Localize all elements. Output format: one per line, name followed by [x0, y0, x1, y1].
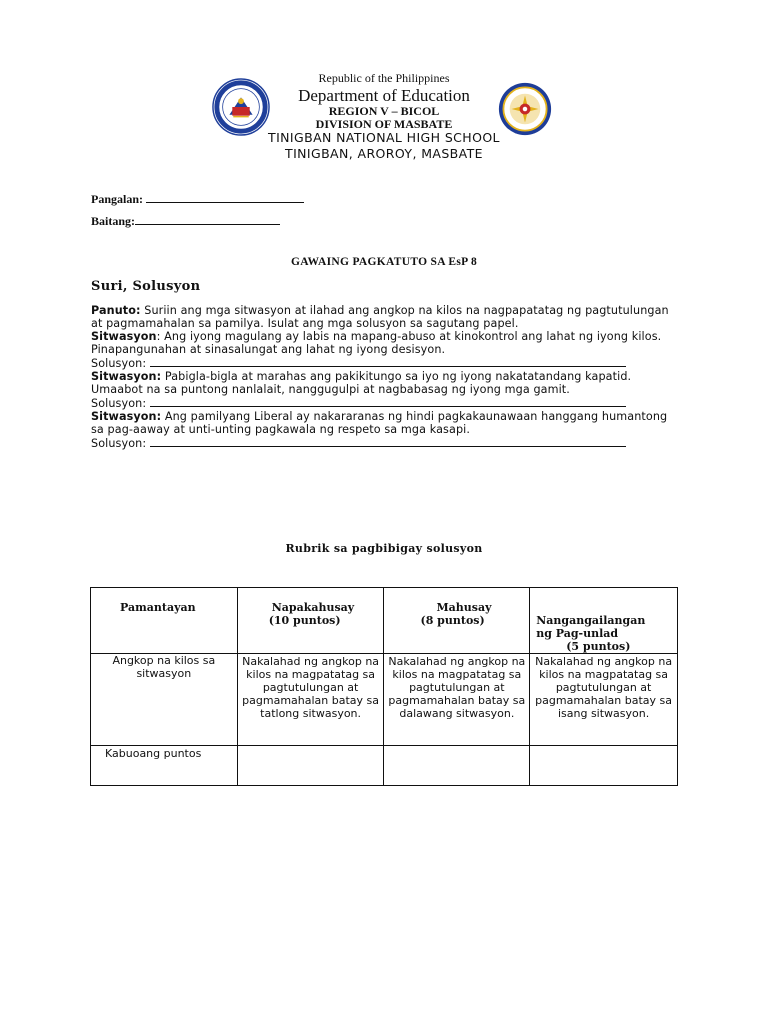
situation-3-text: Ang pamilyang Liberal ay nakararanas ng hindi pagkakaunawaan hanggang humantong sa pag-aaway at unti-unting pagkawala ng respeto sa mga kasapi. [91, 410, 668, 436]
solution-3[interactable] [91, 437, 626, 450]
header-good-cell [384, 588, 530, 654]
table-row [91, 654, 678, 746]
row2-criteria-cell [91, 746, 238, 786]
solution-2-label: Solusyon: [91, 397, 147, 410]
solution-2[interactable] [91, 397, 626, 410]
department-title: Department of Education [298, 86, 470, 105]
row1-needs-improvement-desc: Nakalahad ng angkop na kilos na magpatatag sa pagtutulungan at pagmamahalan batay sa isang sitwasyon. [535, 655, 673, 720]
row1-good-cell [384, 654, 530, 746]
row1-excellent-cell [237, 654, 384, 746]
solution-1[interactable] [91, 357, 626, 370]
header-excellent-points: (10 puntos) [268, 614, 341, 627]
instructions-text: Suriin ang mga sitwasyon at ilahad ang angkop na kilos na nagpapatatag ng pagtutulungan at pagmamahalan sa pamilya. Isulat ang mga solusyon sa sagutang papel. [91, 304, 669, 330]
activity-title: GAWAING PAGKATUTO SA EsP 8 [290, 256, 478, 268]
table-header-row [91, 588, 678, 654]
table-row [91, 746, 678, 786]
header-excellent-name: Napakahusay [271, 601, 355, 614]
row2-good-score-cell[interactable] [384, 746, 530, 786]
region-line: REGION V – BICOL [328, 104, 440, 118]
header-criteria-cell [91, 588, 238, 654]
row2-criteria: Kabuoang puntos [105, 747, 202, 760]
instructions-label: Panuto: [91, 304, 141, 317]
republic-line: Republic of the Philippines [318, 71, 450, 85]
header-good-name: Mahusay [436, 601, 492, 614]
row2-excellent-score-cell[interactable] [237, 746, 384, 786]
row1-good-desc: Nakalahad ng angkop na kilos na magpatatag sa pagtutulungan at pagmamahalan batay sa dalawang sitwasyon. [388, 655, 526, 720]
situation-2-label: Sitwasyon: [91, 370, 162, 383]
grade-blank-line[interactable] [135, 213, 280, 225]
row1-excellent-desc: Nakalahad ng angkop na kilos na magpatatag sa pagtutulungan at pagmamahalan batay sa tatlong sitwasyon. [242, 655, 380, 720]
grade-field[interactable] [91, 213, 280, 229]
header-needs-improvement-name-2: ng Pag-unlad [536, 627, 619, 640]
school-seal-icon [498, 82, 552, 136]
header-needs-improvement-name-1: Nangangailangan [536, 614, 646, 627]
situation-3-label: Sitwasyon: [91, 410, 162, 423]
school-location: TINIGBAN, AROROY, MASBATE [285, 146, 483, 161]
solution-3-label: Solusyon: [91, 437, 147, 450]
name-label: Pangalan: [91, 192, 144, 206]
situation-1-label: Sitwasyon [91, 330, 157, 343]
solution-1-line[interactable] [150, 356, 626, 367]
division-line: DIVISION OF MASBATE [315, 117, 453, 131]
situation-2-text: Pabigla-bigla at marahas ang pakikitungo sa iyo ng iyong nakatatandang kapatid. Umaabot na sa puntong nanlalait, nanggugulpi at nagbabasag ng iyong mga gamit. [91, 370, 632, 396]
header-criteria: Pamantayan [120, 601, 196, 614]
header-needs-improvement-cell [530, 588, 678, 654]
row1-criteria: Angkop na kilos sa sitwasyon [112, 654, 216, 680]
row1-needs-improvement-cell [530, 654, 678, 746]
row1-criteria-cell [91, 654, 238, 746]
header-good-points: (8 puntos) [420, 614, 485, 627]
name-blank-line[interactable] [146, 191, 304, 203]
grade-label: Baitang: [91, 214, 136, 228]
situation-1-text: Ang iyong magulang ay labis na mapang-abuso at kinokontrol ang lahat ng iyong kilos. Pinapangunahan at sinasalungat ang lahat ng iyong desisyon. [91, 330, 662, 356]
header-needs-improvement-points: (5 puntos) [566, 640, 631, 653]
solution-2-line[interactable] [150, 396, 626, 407]
solution-1-label: Solusyon: [91, 357, 147, 370]
solution-3-line[interactable] [150, 436, 626, 447]
rubric-table [90, 587, 678, 786]
school-name: TINIGBAN NATIONAL HIGH SCHOOL [268, 130, 500, 145]
section-title: Suri, Solusyon [91, 279, 201, 294]
name-field[interactable] [91, 191, 304, 207]
header-excellent-cell [237, 588, 384, 654]
situation-1-sep: : [156, 330, 161, 343]
instructions-block [91, 304, 681, 450]
rubric-title: Rubrik sa pagbibigay solusyon [285, 542, 483, 555]
row2-needs-improvement-score-cell[interactable] [530, 746, 678, 786]
